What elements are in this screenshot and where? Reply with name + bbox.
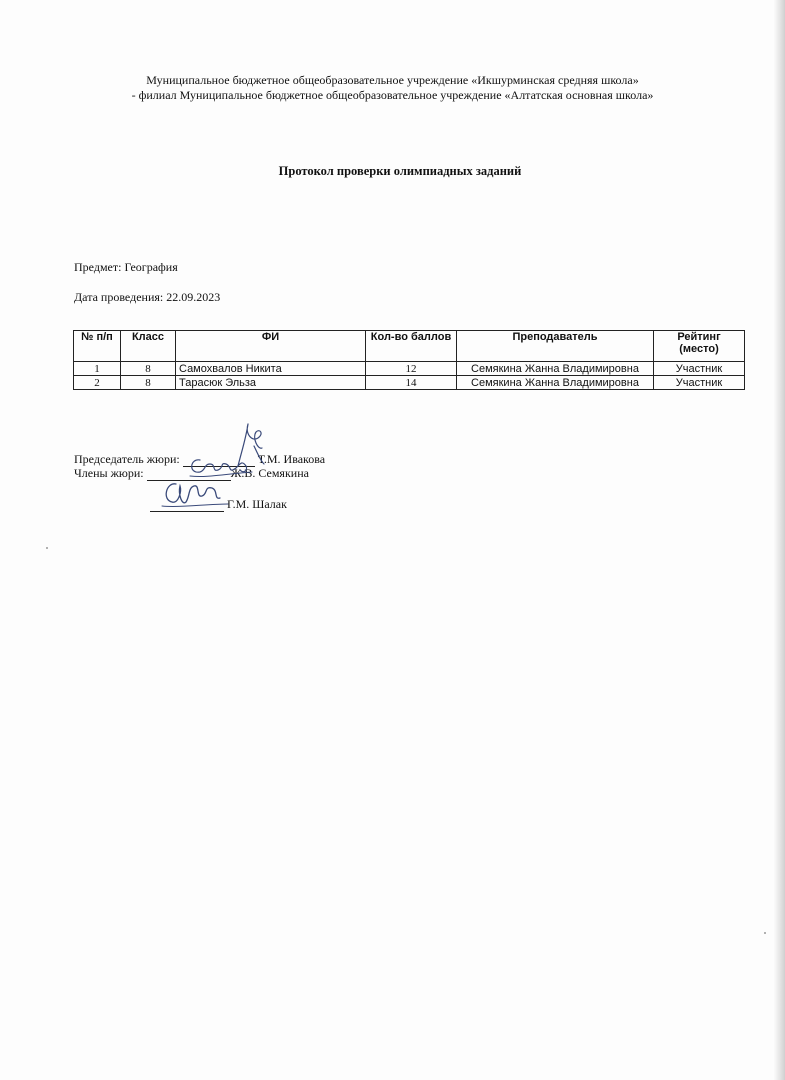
cell-score: 14 [366,376,457,390]
scan-speck [46,547,48,549]
cell-grade: 8 [121,362,176,376]
jury-members-label: Члены жюри: [74,466,144,480]
cell-name: Тарасюк Эльза [176,376,366,390]
subject-line: Предмет: География [74,260,178,274]
cell-name: Самохвалов Никита [176,362,366,376]
table-row [74,362,745,376]
scan-speck [764,932,766,934]
table-row [74,376,745,390]
cell-rating: Участник [654,362,745,376]
date-line: Дата проведения: 22.09.2023 [74,290,221,304]
table-header-row [74,331,745,362]
jury-chair-name: Т.М. Ивакова [257,452,326,466]
col-header-rating: Рейтинг (место) [654,331,745,362]
col-header-name: ФИ [176,331,366,362]
col-header-grade: Класс [121,331,176,362]
jury-member1-name: Ж.В. Семякина [230,466,309,480]
cell-grade: 8 [121,376,176,390]
header-line-2: - филиал Муниципальное бюджетное общеобразовательное учреждение «Алтатская основная школа» [131,88,654,102]
results-table [73,330,745,390]
cell-score: 12 [366,362,457,376]
institution-header [0,73,785,103]
cell-teacher: Семякина Жанна Владимировна [457,376,654,390]
cell-rating: Участник [654,376,745,390]
col-header-num: № п/п [74,331,121,362]
cell-teacher: Семякина Жанна Владимировна [457,362,654,376]
document-title: Протокол проверки олимпиадных заданий [278,164,522,178]
cell-num: 1 [74,362,121,376]
scan-edge-shadow [773,0,785,1080]
jury-member2-name: Г.М. Шалак [227,497,287,511]
signature-shalak [160,478,230,512]
col-header-score: Кол-во баллов [366,331,457,362]
cell-num: 2 [74,376,121,390]
col-header-teacher: Преподаватель [457,331,654,362]
header-line-1: Муниципальное бюджетное общеобразовательное учреждение «Икшурминская средняя школа» [146,73,639,87]
jury-chair-label: Председатель жюри: [74,452,180,466]
